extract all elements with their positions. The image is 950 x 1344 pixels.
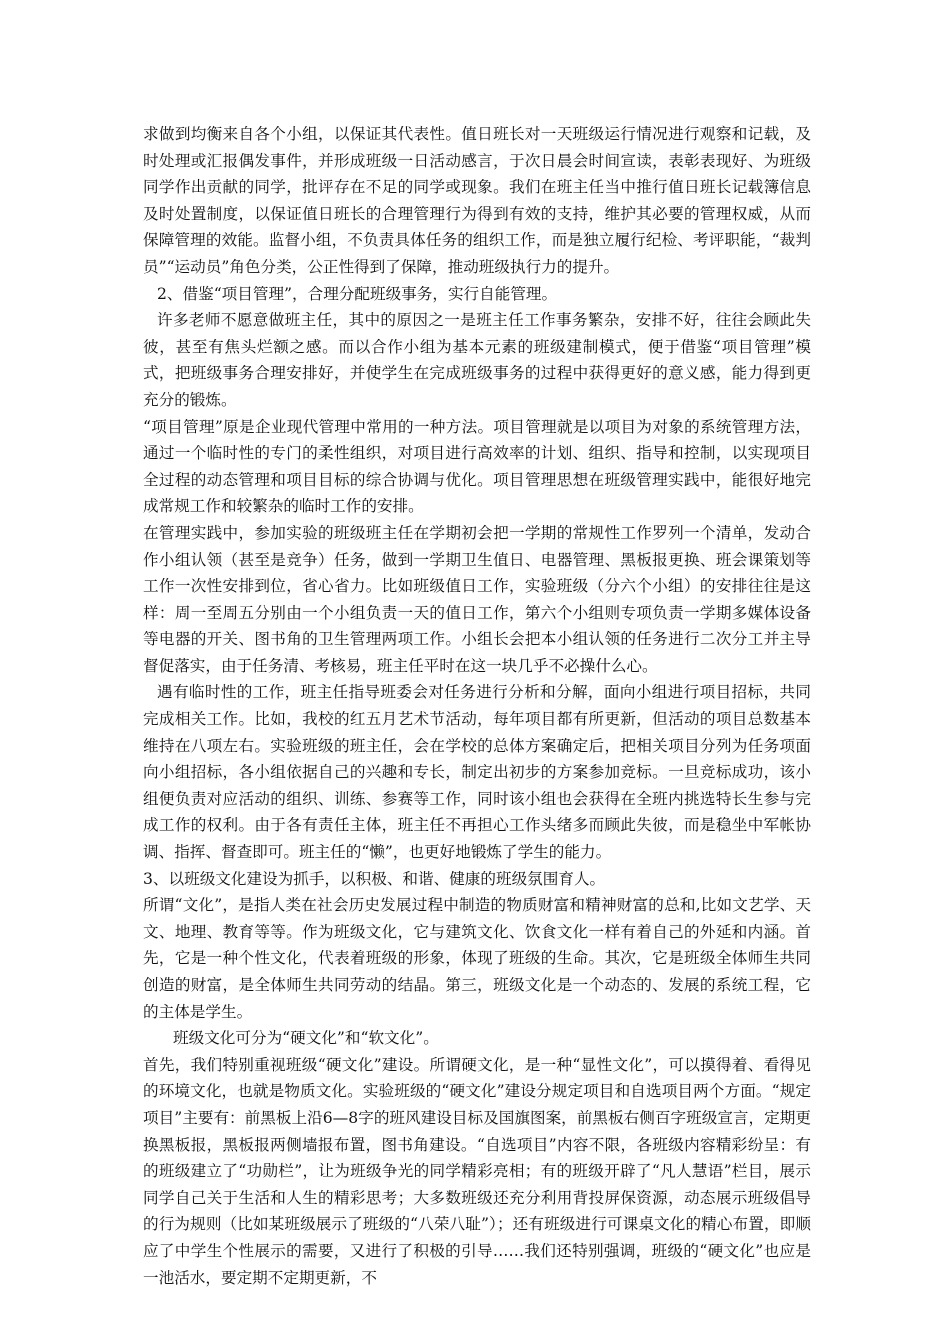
heading-project-management: 2、借鉴“项目管理”，合理分配班级事务，实行自能管理。 xyxy=(157,284,558,303)
paragraph-temporary-work: 遇有临时性的工作，班主任指导班委会对任务进行分析和分解，面向小组进行项目招标，共同完成相关工作。比如，我校的红五月艺术节活动，每年项目都有所更新，但活动的项目总数基本维持在八项左右。实验班级的班主任，会在学校的总体方案确定后，把相关项目分列为任务项面向小组招标，各小组依据自己的兴趣和专长，制定出初步的方案参加竞标。一旦竞标成功，该小组便负责对应活动的组织、训练、参赛等工作，同时该小组也会获得在全班内挑选特长生参与完成工作的权利。由于各有责任主体，班主任不再担心工作头绪多而顾此失彼，而是稳坐中军帐协调、指挥、督查即可。班主任的“懒”，也更好地锻炼了学生的能力。 xyxy=(143,683,811,862)
paragraph-hard-culture: 首先，我们特别重视班级“硬文化”建设。所谓硬文化，是一种“显性文化”，可以摸得着、看得见的环境文化，也就是物质文化。实验班级的“硬文化”建设分规定项目和自选项目两个方面。“规定项目”主要有：前黑板上沿6—8字的班风建设目标及国旗图案，前黑板右侧百字班级宣言，定期更换黑板报，黑板报两侧墙报布置，图书角建设。“自选项目”内容不限，各班级内容精彩纷呈：有的班级建立了“功勋栏”，让为班级争光的同学精彩亮相；有的班级开辟了“凡人慧语”栏目，展示同学自己关于生活和人生的精彩思考；大多数班级还充分利用背投屏保资源，动态展示班级倡导的行为规则（比如某班级展示了班级的“八荣八耻”）；还有班级进行可课桌文化的精心布置，即顺应了中学生个性展示的需要，又进行了积极的引导……我们还特别强调，班级的“硬文化”也应是一池活水，要定期不定期更新，不 xyxy=(143,1055,811,1287)
paragraph-project-management-definition: “项目管理”原是企业现代管理中常用的一种方法。项目管理就是以项目为对象的系统管理方法，通过一个临时性的专门的柔性组织，对项目进行高效率的计划、组织、指导和控制，以实现项目全过程的动态管理和项目目标的综合协调与优化。项目管理思想在班级管理实践中，能很好地完成常规工作和较繁杂的临时工作的安排。 xyxy=(143,417,811,516)
paragraph-management-practice: 在管理实践中，参加实验的班级班主任在学期初会把一学期的常规性工作罗列一个清单，发动合作小组认领（甚至是竞争）任务，做到一学期卫生值日、电器管理、黑板报更换、班会课策划等工作一次性安排到位，省心省力。比如班级值日工作，实验班级（分六个小组）的安排往往是这样：周一至周五分别由一个小组负责一天的值日工作，第六个小组则专项负责一学期多媒体设备等电器的开关、图书角的卫生管理两项工作。小组长会把本小组认领的任务进行二次分工并主导督促落实，由于任务清、考核易，班主任平时在这一块几乎不必操什么心。 xyxy=(143,523,811,675)
paragraph-culture-definition: 所谓“文化”，是指人类在社会历史发展过程中制造的物质财富和精神财富的总和,比如文艺学、天文、地理、教育等等。作为班级文化，它与建筑文化、饮食文化一样有着自己的外延和内涵。首先，它是一种个性文化，代表着班级的形象，体现了班级的生命。其次，它是班级全体师生共同创造的财富，是全体师生共同劳动的结晶。第三，班级文化是一个动态的、发展的系统工程，它的主体是学生。 xyxy=(143,896,811,1021)
paragraph-hard-soft-culture: 班级文化可分为“硬文化”和“软文化”。 xyxy=(173,1029,439,1048)
paragraph-duty-monitor: 求做到均衡来自各个小组，以保证其代表性。值日班长对一天班级运行情况进行观察和记载，及时处理或汇报偶发事件，并形成班级一日活动感言，于次日晨会时间宣读，表彰表现好、为班级同学作出贡献的同学，批评存在不足的同学或现象。我们在班主任当中推行值日班长记载簿信息及时处置制度，以保证值日班长的合理管理行为得到有效的支持，维护其必要的管理权威，从而保障管理的效能。监督小组，不负责具体任务的组织工作，而是独立履行纪检、考评职能，“裁判员”“运动员”角色分类，公正性得到了保障，推动班级执行力的提升。 xyxy=(143,125,811,276)
document-body xyxy=(143,121,811,1291)
paragraph-class-teacher-burden: 许多老师不愿意做班主任，其中的原因之一是班主任工作事务繁杂，安排不好，往往会顾此失彼，甚至有焦头烂额之感。而以合作小组为基本元素的班级建制模式，便于借鉴“项目管理”模式，把班级事务合理安排好，并使学生在完成班级事务的过程中获得更好的意义感，能力得到更充分的锻炼。 xyxy=(143,311,811,409)
heading-class-culture: 3、以班级文化建设为抓手，以积极、和谐、健康的班级氛围育人。 xyxy=(143,869,606,888)
